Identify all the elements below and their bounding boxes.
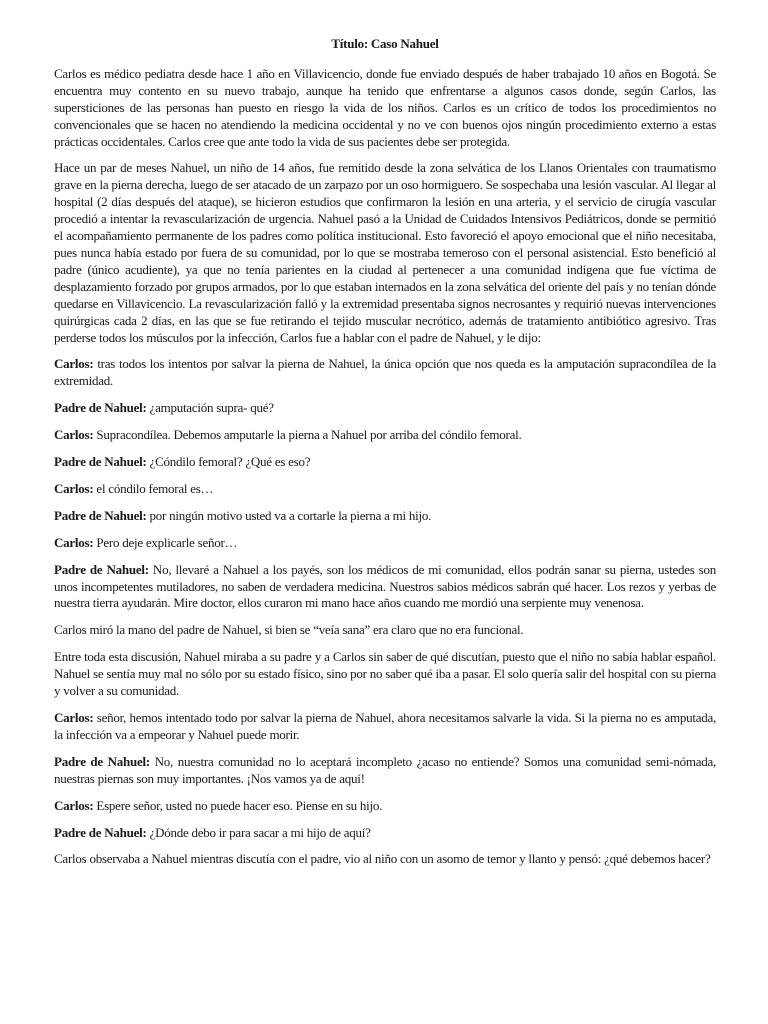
speaker-name: Carlos: [54, 427, 94, 443]
dialogue-text: el cóndilo femoral es… [93, 480, 214, 496]
case-paragraph: Hace un par de meses Nahuel, un niño de 14 años, fue remitido desde la zona selvática de los Llanos Orientales con traumatismo grave en la pierna derecha, luego de ser atacado de un zarpazo por un oso hormiguero. Se sospechaba una lesión vascular. Al llegar al hospital (2 días después del ataque), se hicieron estudios que confirmaron la lesión en una arteria, y el servicio de cirugía vascular procedió a intentar la revascularización de urgencia. Nahuel pasó a la Unidad de Cuidados Intensivos Pediátricos, donde se permitió el acompañamiento permanente de los padres como política institucional. Esto favoreció el apoyo emocional que el niño necesitaba, pues nunca había estado por fuera de su comunidad, por lo que se mostraba temeroso con el personal asistencial. Esto benefició al padre (único acudiente), ya que no tenía parientes en la ciudad al pertenecer a una comunidad indígena que fue víctima de desplazamiento forzado por grupos armados, por lo que estaban internados en la zona selvática del oriente del país y no tenían dónde quedarse en Villavicencio. La revascularización falló y la extremidad presentaba signos necrosantes y requirió nuevas intervenciones quirúrgicas cada 2 días, en las que se fue retirando el tejido muscular necrótico, además de tratamiento antibiótico agresivo. Tras perderse todos los músculos por la infección, Carlos fue a hablar con el padre de Nahuel, y le dijo: [54, 160, 716, 345]
dialogue-line [54, 427, 716, 444]
dialogue-line [54, 400, 716, 417]
dialogue-text: tras todos los intentos por salvar la pierna de Nahuel, la única opción que nos queda es la amputación supracondílea de la extremidad. [54, 356, 716, 389]
dialogue-text: ¿Dónde debo ir para sacar a mi hijo de aquí? [146, 824, 371, 840]
dialogue-text: por ningún motivo usted va a cortarle la pierna a mi hijo. [146, 507, 432, 523]
dialogue-text: No, nuestra comunidad no lo aceptará incompleto ¿acaso no entiende? Somos una comunidad semi-nómada, nuestras piernas son muy importantes. ¡Nos vamos ya de aquí! [54, 753, 716, 786]
speaker-name: Carlos: [54, 797, 94, 813]
dialogue-text: ¿amputación supra- qué? [146, 400, 274, 416]
dialogue-text: Espere señor, usted no puede hacer eso. Piense en su hijo. [93, 797, 383, 813]
dialogue-text: Supracondílea. Debemos amputarle la pierna a Nahuel por arriba del cóndilo femoral. [93, 427, 522, 443]
dialogue-line [54, 454, 716, 471]
dialogue-line [54, 535, 716, 552]
speaker-name: Carlos: [54, 710, 94, 725]
narration-paragraph: Carlos miró la mano del padre de Nahuel, si bien se “veía sana” era claro que no era funcional. [54, 622, 524, 638]
speaker-name: Padre de Nahuel: [54, 507, 147, 523]
speaker-name: Padre de Nahuel: [54, 824, 147, 840]
dialogue-line [54, 481, 716, 498]
dialogue-text: Pero deje explicarle señor… [93, 534, 238, 550]
speaker-name: Padre de Nahuel: [54, 454, 147, 470]
dialogue-text: No, llevaré a Nahuel a los payés, son los médicos de mi comunidad, ellos podrán sanar su pierna, ustedes son unos incompetentes mutiladores, no saben de verdadera medicina. Nuestros sabios médicos sabrán qué hacer. Los rezos y yerbas de nuestra tierra ayudarán. Mire doctor, ellos curaron mi mano hace años cuando me mordió una serpiente muy venenosa. [54, 561, 716, 611]
document-page [54, 36, 716, 878]
closing-paragraph: Carlos observaba a Nahuel mientras discutía con el padre, vio al niño con un asomo de temor y llanto y pensó: ¿qué debemos hacer? [54, 851, 711, 867]
dialogue-text: ¿Cóndilo femoral? ¿Qué es eso? [146, 454, 311, 470]
dialogue-text: señor, hemos intentado todo por salvar la pierna de Nahuel, ahora necesitamos salvarle la vida. Si la pierna no es amputada, la infección va a empeorar y Nahuel puede morir. [54, 710, 716, 742]
speaker-name: Carlos: [54, 480, 94, 496]
dialogue-line [54, 825, 716, 842]
speaker-name: Padre de Nahuel: [54, 561, 149, 577]
dialogue-line [54, 710, 716, 744]
dialogue-line [54, 356, 716, 390]
speaker-name: Padre de Nahuel: [54, 400, 147, 416]
dialogue-line [54, 754, 716, 788]
speaker-name: Carlos: [54, 534, 94, 550]
speaker-name: Carlos: [54, 356, 94, 372]
dialogue-line [54, 562, 716, 613]
dialogue-line [54, 798, 716, 815]
speaker-name: Padre de Nahuel: [54, 753, 150, 769]
intro-paragraph: Carlos es médico pediatra desde hace 1 año en Villavicencio, donde fue enviado después de haber trabajado 10 años en Bogotá. Se encuentra muy contento en su nuevo trabajo, aunque ha tenido que enfrentarse a algunos casos donde, según Carlos, las supersticiones de las personas han puesto en riesgo la vida de los niños. Carlos es un crítico de todos los procedimientos no convencionales que se hacen no atendiendo la medicina occidental y no ve con buenos ojos ningún procedimiento externo a estas prácticas occidentales. Carlos cree que ante todo la vida de sus pacientes debe ser protegida. [54, 65, 716, 149]
document-title: Título: Caso Nahuel [331, 36, 439, 51]
dialogue-line [54, 508, 716, 525]
narration-paragraph: Entre toda esta discusión, Nahuel miraba a su padre y a Carlos sin saber de qué discutían, puesto que el niño no sabía hablar español. Nahuel se sentía muy mal no sólo por su estado físico, sino por no saber qué iba a pasar. El solo quería salir del hospital con su pierna y volver a su comunidad. [54, 649, 716, 699]
